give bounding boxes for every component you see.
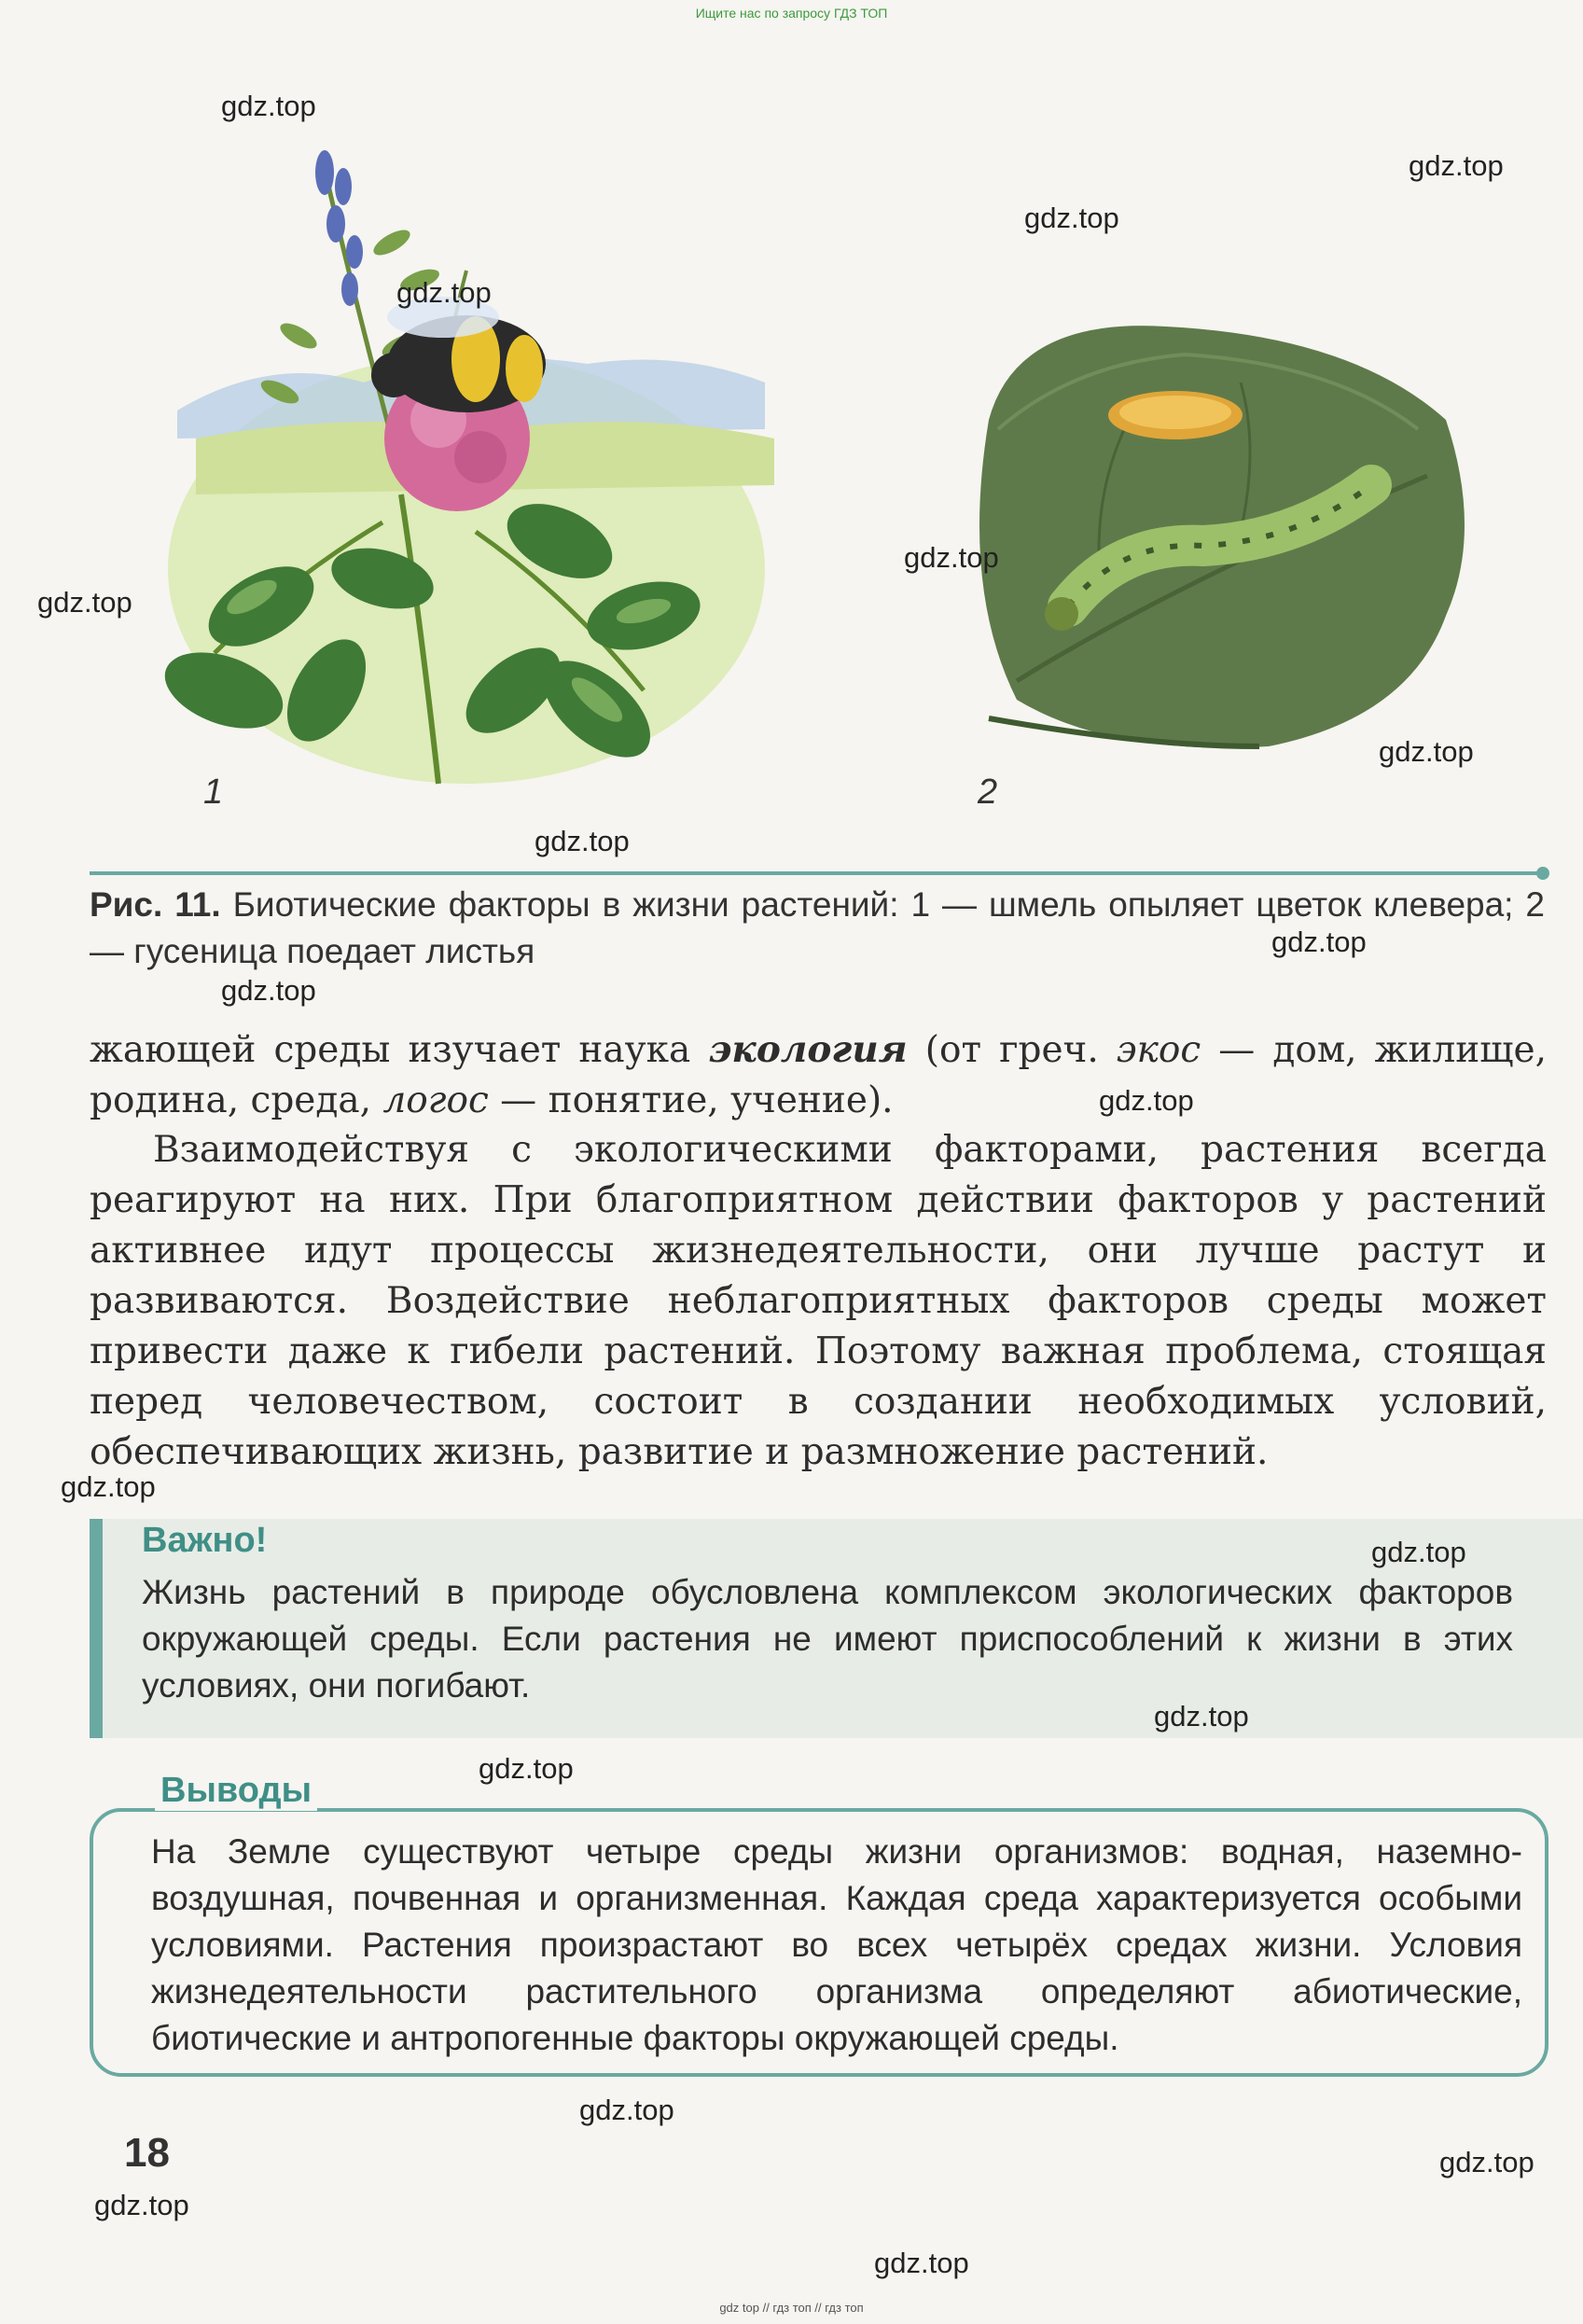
watermark: gdz.top xyxy=(221,974,316,1007)
watermark: gdz.top xyxy=(1154,1700,1249,1733)
clover-bumblebee-illustration xyxy=(159,131,812,802)
watermark: gdz.top xyxy=(396,276,492,309)
word-logos: логос xyxy=(382,1079,489,1121)
watermark: gdz.top xyxy=(535,825,630,857)
watermark: gdz.top xyxy=(1099,1084,1194,1117)
watermark: gdz.top xyxy=(61,1470,156,1503)
watermark: gdz.top xyxy=(37,586,132,619)
figure-divider xyxy=(90,866,1554,881)
watermark: gdz.top xyxy=(874,2247,969,2279)
important-text: Жизнь растений в природе обусловлена комплексом экологических факторов окружающей среды. Если растения не имеют приспособлений к жизни в этих условиях, они погибают. xyxy=(142,1573,1513,1705)
header-note: Ищите нас по запросу ГДЗ ТОП xyxy=(695,6,888,21)
page-number: 18 xyxy=(124,2130,170,2176)
watermark: gdz.top xyxy=(94,2189,189,2221)
watermark: gdz.top xyxy=(479,1752,574,1785)
watermark: gdz.top xyxy=(1024,202,1119,234)
important-box xyxy=(90,1519,1583,1738)
watermark: gdz.top xyxy=(579,2094,674,2126)
watermark: gdz.top xyxy=(1271,925,1367,958)
word-ekos: экос xyxy=(1116,1029,1201,1071)
p1-part2: (от греч. xyxy=(907,1029,1117,1071)
term-ecology: экология xyxy=(708,1028,908,1071)
conclusions-box xyxy=(90,1808,1548,2077)
important-accent-bar xyxy=(90,1519,103,1738)
watermark: gdz.top xyxy=(221,90,316,122)
conclusions-text: На Земле существуют четыре среды жизни организмов: водная, наземно-воздушная, почвенная и организменная. Каждая среда характеризуется особыми условиями. Растения произрастают во всех четырёх средах жизни. Условия жизнедеятельности растительного организма определяют абиотические, биотические и антропогенные факторы окружающей среды. xyxy=(151,1832,1522,2057)
watermark: gdz.top xyxy=(1379,735,1474,768)
figure-label-2: 2 xyxy=(978,772,998,812)
p1-part3: — дом, жилище, родина, среда, xyxy=(90,1029,1548,1121)
paragraph-interaction: Взаимодействуя с экологическими факторами, растения всегда реагируют на них. При благоприятном действии факторов у растений активнее идут процессы жизнедеятельности, они лучше растут и развиваются. Воздействие неблагоприятных факторов среды может привести даже к гибели растений. Поэтому важная проблема, стоящая перед человечеством, состоит в создании необходимых условий, обеспечивающих жизнь, развитие и размножение растений. xyxy=(90,1129,1547,1473)
footer-note: gdz top // гдз топ // гдз топ xyxy=(719,2301,864,2315)
figure-label-1: 1 xyxy=(203,772,224,812)
conclusions-title: Выводы xyxy=(155,1771,317,1811)
watermark: gdz.top xyxy=(1439,2146,1534,2178)
caption-text: Биотические факторы в жизни растений: 1 — шмель опыляет цветок клевера; 2 — гусеница поедает листья xyxy=(90,885,1545,970)
p1-part1: жающей среды изучает наука xyxy=(90,1029,709,1071)
caption-prefix: Рис. 11. xyxy=(90,885,221,924)
watermark: gdz.top xyxy=(1409,149,1504,182)
caterpillar-leaf-illustration xyxy=(961,308,1483,756)
important-title: Важно! xyxy=(142,1521,268,1560)
watermark: gdz.top xyxy=(1371,1536,1466,1568)
watermark: gdz.top xyxy=(904,541,999,574)
p1-part4: — понятие, учение). xyxy=(488,1079,894,1121)
paragraph-ecology xyxy=(90,1024,1547,1126)
